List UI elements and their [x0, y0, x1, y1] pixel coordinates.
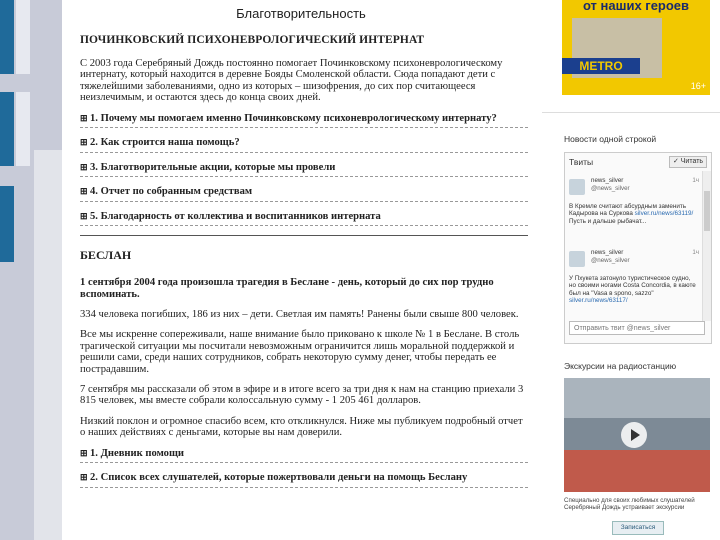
tweet-link[interactable]: silver.ru/news/63119/ — [634, 210, 694, 218]
excursion-caption: Специально для своих любимых слушателей Серебряный Дождь устраивает экскурсии — [564, 497, 695, 511]
ad-text: от наших героев — [582, 0, 690, 13]
tweet-time: 1ч — [692, 177, 699, 184]
toc-item-label: 2. Как строится наша помощь? — [90, 137, 240, 149]
tweet-user: news_silver — [591, 177, 624, 184]
left-tab-2[interactable] — [0, 92, 14, 166]
beslan-paragraph-1: 1 сентября 2004 года произошла трагедия в Беслане - день, который до сих пор трудно вспоминать. — [80, 277, 494, 300]
twitter-widget — [564, 152, 712, 344]
beslan-paragraph-4: 7 сентября мы рассказали об этом в эфире и в итоге всего за три дня к нам на станцию приехали 3 815 человек, мы вместе собрали колоссальную сумму - 1 205 461 долларов. — [80, 383, 524, 407]
video-scene-bottom — [564, 450, 710, 492]
toc-list — [80, 113, 528, 227]
excursion-title: Экскурсии на радиостанцию — [564, 361, 677, 371]
tweet-text: В Кремле считают абсурдным заменить Кадырова на Суркова — [569, 203, 687, 218]
article-intro: С 2003 года Серебряный Дождь постоянно помогает Починковскому психоневрологическому интернату, который находится в деревне Бояды Смоленской области. Сюда попадают дети с тяжелейшими заболеваниями, одно из которых – шизофрения, до сих пор считающееся неизлечимым, и остаются здесь до конца своих дней. — [80, 58, 503, 104]
section-divider — [80, 235, 528, 236]
beslan-paragraph-5: Низкий поклон и огромное спасибо всем, кто откликнулся. Ниже мы публикуем подробный отчет о наших действиях с деньгами, которые вы нам доверили. — [80, 415, 523, 439]
left-strip — [0, 0, 62, 540]
main-content — [62, 0, 540, 540]
toc-item[interactable] — [80, 472, 528, 488]
toc-item-label: 1. Почему мы помогаем именно Починковскому психоневрологическому интернату? — [90, 112, 497, 124]
article — [80, 34, 528, 497]
toc-list-beslan — [80, 448, 528, 488]
toc-item-label: 2. Список всех слушателей, которые пожертвовали деньги на помощь Беслану — [90, 472, 468, 484]
left-tab-1[interactable] — [0, 0, 14, 74]
widget-title: Твиты — [569, 157, 594, 167]
plus-icon: ⊞ — [80, 472, 88, 483]
plus-icon: ⊞ — [80, 161, 88, 172]
beslan-paragraph-3: Все мы искренне сопереживали, наше внимание было приковано к школе № 1 в Беслане. В столь трагической ситуации мы посчитали невозможным ограничится лишь моральной поддержкой и решили сами, среди наших сотрудников, собрать некоторую сумму денег, чтобы передать ее пострадавшим. — [80, 329, 520, 375]
tweet-extra: Пусть и дальше рыбачат... — [569, 217, 647, 225]
plus-icon: ⊞ — [80, 186, 88, 197]
article-heading-internat: ПОЧИНКОВСКИЙ ПСИХОНЕВРОЛОГИЧЕСКИЙ ИНТЕРНАТ — [80, 34, 425, 46]
toc-item[interactable] — [80, 186, 528, 202]
left-notch-2 — [16, 92, 30, 166]
toc-item[interactable] — [80, 211, 528, 227]
toc-item[interactable] — [80, 113, 528, 129]
tweet-text: У Пхукета затонуло туристическое судно, но своими ногами Costa Concordia, в каюте был на "Vasa в spono, sazzo" — [569, 275, 696, 297]
left-lower-panel — [34, 150, 62, 540]
left-notch-1 — [16, 0, 30, 74]
scrollbar-thumb[interactable] — [704, 191, 710, 231]
plus-icon: ⊞ — [80, 210, 88, 221]
article-heading-beslan: БЕСЛАН — [80, 248, 132, 263]
excursion-video[interactable] — [564, 378, 710, 492]
tweet-handle: @news_silver — [591, 257, 630, 264]
ad-banner[interactable] — [562, 0, 710, 95]
metro-logo: METRO — [562, 58, 640, 74]
follow-button[interactable] — [669, 156, 707, 168]
follow-label: Читать — [680, 158, 704, 165]
video-scene-top — [564, 378, 710, 418]
avatar — [569, 179, 585, 195]
toc-item[interactable] — [80, 137, 528, 153]
tweet-handle: @news_silver — [591, 185, 630, 192]
page-title: Благотворительность — [236, 6, 366, 21]
toc-item-label: 1. Дневник помощи — [90, 447, 184, 459]
left-tab-3[interactable] — [0, 186, 14, 262]
tweet-user: news_silver — [591, 249, 624, 256]
toc-item-label: 5. Благодарность от коллектива и воспитанников интерната — [90, 210, 381, 222]
toc-item-label: 4. Отчет по собранным средствам — [90, 186, 253, 198]
tweet-time: 1ч — [692, 249, 699, 256]
toc-item[interactable] — [80, 162, 528, 178]
avatar — [569, 251, 585, 267]
plus-icon: ⊞ — [80, 112, 88, 123]
tweet-body — [569, 203, 699, 225]
subscribe-button[interactable]: Записаться — [612, 521, 664, 535]
age-rating: 16+ — [690, 81, 706, 91]
sidebar-divider — [542, 112, 720, 113]
tweet-compose-input[interactable]: Отправить твит @news_silver — [569, 321, 705, 335]
news-section-title: Новости одной строкой — [564, 134, 657, 144]
toc-item[interactable] — [80, 448, 528, 464]
toc-item-label: 3. Благотворительные акции, которые мы провели — [90, 161, 336, 173]
tweet-link[interactable]: silver.ru/news/63117/ — [569, 297, 628, 305]
tweet[interactable] — [569, 249, 699, 319]
tweet-body — [569, 275, 699, 305]
twitter-bird-icon: ✓ — [672, 158, 679, 165]
beslan-paragraph-2: 334 человека погибших, 186 из них – дети. Светлая им память! Ранены были свыше 800 человек. — [80, 308, 519, 320]
plus-icon: ⊞ — [80, 447, 88, 458]
play-icon[interactable] — [621, 422, 647, 448]
tweet[interactable] — [569, 177, 699, 247]
widget-scrollbar[interactable] — [702, 171, 711, 321]
plus-icon: ⊞ — [80, 137, 88, 148]
